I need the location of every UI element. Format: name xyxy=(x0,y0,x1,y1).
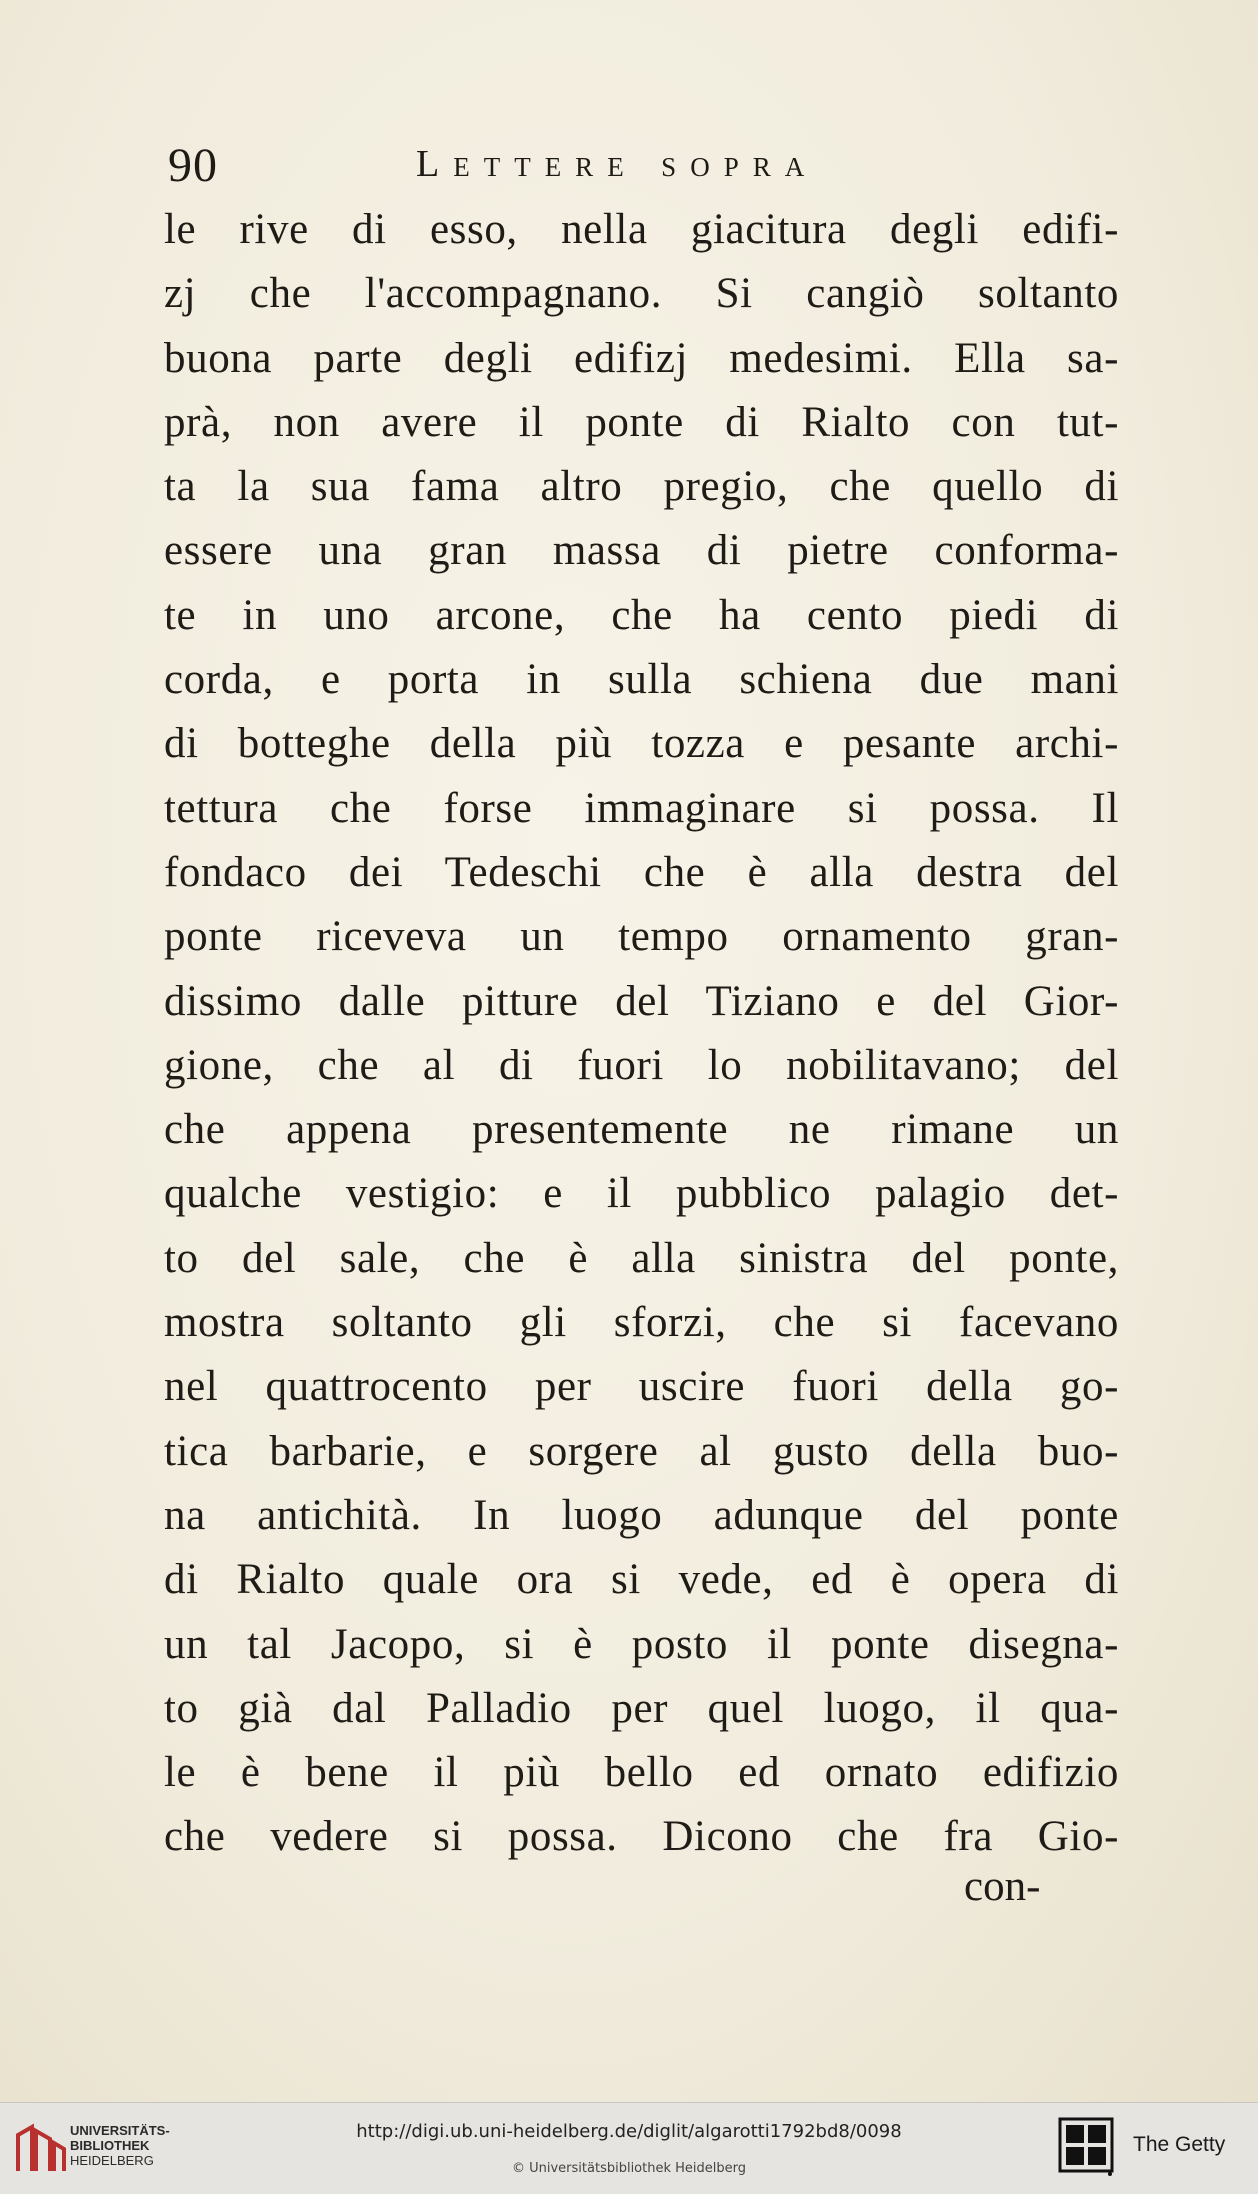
text-line: essere una gran massa di pietre conforma- xyxy=(164,527,1119,575)
page-number: 90 xyxy=(168,139,218,192)
text-line: di botteghe della più tozza e pesante archi- xyxy=(164,720,1119,768)
getty-logo-icon[interactable] xyxy=(1058,2117,1114,2177)
text-line: prà, non avere il ponte di Rialto con tut- xyxy=(164,398,1119,446)
copyright-notice: © Universitätsbibliothek Heidelberg xyxy=(511,2161,746,2176)
text-line: ta la sua fama altro pregio, che quello di xyxy=(164,463,1119,511)
body-text xyxy=(164,198,1119,1870)
text-line: fondaco dei Tedeschi che è alla destra del xyxy=(164,848,1119,896)
text-line: che appena presentemente ne rimane un xyxy=(164,1106,1119,1154)
text-line: mostra soltanto gli sforzi, che si facevano xyxy=(164,1299,1119,1347)
text-line: to già dal Palladio per quel luogo, il qua- xyxy=(164,1684,1119,1732)
text-line: zj che l'accompagnano. Si cangiò soltanto xyxy=(164,270,1119,318)
permalink-url[interactable]: http://digi.ub.uni-heidelberg.de/diglit/algarotti1792bd8/0098 xyxy=(356,2121,902,2142)
text-line: che vedere si possa. Dicono che fra Gio- xyxy=(164,1813,1119,1861)
text-line: corda, e porta in sulla schiena due mani xyxy=(164,656,1119,704)
text-line: le rive di esso, nella giacitura degli edifi- xyxy=(164,206,1119,253)
viewer-footer xyxy=(0,2102,1258,2194)
page-header xyxy=(168,138,888,198)
library-logo-line3: HEIDELBERG xyxy=(70,2153,154,2168)
library-logo-line2: BIBLIOTHEK xyxy=(70,2138,150,2153)
text-line: di Rialto quale ora si vede, ed è opera di xyxy=(164,1556,1119,1604)
text-line: un tal Jacopo, si è posto il ponte disegna- xyxy=(164,1620,1119,1668)
library-logo-line1: UNIVERSITÄTS- xyxy=(70,2123,170,2138)
text-line: gione, che al di fuori lo nobilitavano; del xyxy=(164,1041,1119,1089)
catchword: con- xyxy=(964,1863,1041,1910)
running-title: Lettere sopra xyxy=(416,143,819,185)
text-line: le è bene il più bello ed ornato edifizio xyxy=(164,1749,1119,1797)
text-line: te in uno arcone, che ha cento piedi di xyxy=(164,591,1119,639)
text-line: tica barbarie, e sorgere al gusto della buo- xyxy=(164,1427,1119,1475)
text-line: to del sale, che è alla sinistra del ponte, xyxy=(164,1234,1119,1282)
text-line: ponte riceveva un tempo ornamento gran- xyxy=(164,913,1119,961)
text-line: nel quattrocento per uscire fuori della go- xyxy=(164,1363,1119,1411)
text-line: tettura che forse immaginare si possa. Il xyxy=(164,784,1119,832)
getty-label: The Getty xyxy=(1133,2133,1226,2156)
text-line: qualche vestigio: e il pubblico palagio det- xyxy=(164,1170,1119,1218)
text-line: buona parte degli edifizj medesimi. Ella sa- xyxy=(164,334,1119,382)
text-line: na antichità. In luogo adunque del ponte xyxy=(164,1491,1119,1539)
text-line: dissimo dalle pitture del Tiziano e del Gior- xyxy=(164,977,1119,1025)
